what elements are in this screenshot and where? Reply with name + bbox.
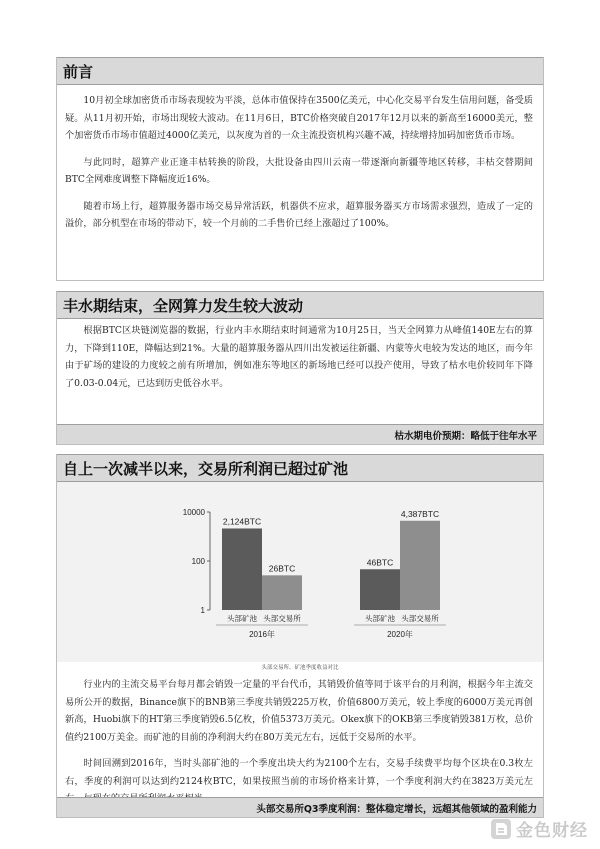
x-group-label: 2020年: [387, 630, 413, 639]
paragraph: 随着市场上行，超算服务器市场交易异常活跃，机器供不应求，超算服务器买方市场需求强烈，造成了一定的溢价，部分机型在市场的带动下，较一个月前的二手售价已经上涨超过了100%。: [65, 200, 533, 229]
x-category-label: 头部交易所: [401, 614, 439, 623]
paragraph: 10月初全球加密货币市场表现较为平淡，总体市值保持在3500亿美元，中心化交易平台发生信用问题，备受质疑。从11月初开始，市场出现较大波动。在11月6日，BTC价格突破自2017年12月以来的新高至16000美元，整个加密货币市场市值超过4000亿美元，以灰度为首的一众主流投资机构兴趣不减，持续增持加码加密货币市场。: [65, 95, 533, 141]
section-hashrate: [56, 291, 544, 445]
paragraph: 根据BTC区块链浏览器的数据，行业内丰水期结束时间通常为10月25日，当天全网算力从峰值140E左右的算力，下降到110E，降幅达到21%。大量的超算服务器从四川出发被运往新疆、内蒙等火电较为发达的地区，而今年由于矿场的建设的力度较之前有所增加，例如准东等地区的新场地已经可以投产使用，导致了枯水电价较同年下降了0.03-0.04元，已达到历史低谷水平。: [65, 325, 533, 389]
bar-value-label: 2,124BTC: [222, 516, 262, 527]
paragraph: 与此同时，超算产业正逢丰枯转换的阶段，大批设备由四川云南一带逐渐向新疆等地区转移，丰枯交替期间BTC全网难度调整下降幅度近16%。: [65, 156, 533, 185]
section-profit: [56, 454, 544, 818]
bar: [222, 528, 262, 610]
brand-mark-icon: [490, 818, 512, 840]
brand-logo-text: 金色财经: [516, 821, 588, 841]
y-tick-label: 10000: [182, 508, 205, 517]
bar: [400, 521, 440, 610]
paragraph: 时间回溯到2016年，当时头部矿池的一个季度出块大约为2100个左右，交易手续费平均每个区块在0.3枚左右，季度的利润可以达到约2124枚BTC，如果按照当前的市场价格来计算，一个季度利润大约在3823万美元左: [65, 758, 533, 787]
bar: [262, 575, 302, 610]
section-footer: 头部交易所Q3季度利润：整体稳定增长，远超其他领域的盈利能力: [57, 797, 543, 817]
bar-value-label: 4,387BTC: [400, 508, 440, 519]
x-category-label: 头部矿池: [365, 614, 395, 623]
bar-value-label: 26BTC: [268, 563, 296, 574]
section-footer: 枯水期电价预期：略低于往年水平: [57, 424, 543, 444]
x-group-label: 2016年: [249, 630, 275, 639]
x-category-label: 头部交易所: [263, 614, 301, 623]
section-title: 自上一次减半以来，交易所利润已超过矿池: [57, 454, 543, 482]
x-category-label: 头部矿池: [227, 614, 257, 623]
bar: [360, 569, 400, 610]
chart-area: [57, 482, 543, 662]
section-preface: [56, 57, 544, 281]
brand-logo: [490, 816, 588, 841]
y-tick-label: 1: [200, 606, 205, 615]
section-title: 丰水期结束，全网算力发生较大波动: [57, 291, 543, 319]
y-tick-label: 100: [191, 557, 205, 566]
section-title: 前言: [57, 57, 543, 85]
bar-chart: [57, 482, 545, 650]
bar-value-label: 46BTC: [366, 557, 394, 568]
paragraph: 行业内的主流交易平台每月都会销毁一定量的平台代币，其销毁价值等同于该平台的月利润，根据今年主流交易所公开的数据，Binance旗下的BNB第三季度共销毁225万枚，价值6800万美元，较上季度的6000万美元再创新高，Huobi旗下的HT第三季度销毁6.5亿枚，价值5373万美元。Okex旗下的OKB第三季度销毁381万枚，总价值约2100万美金。而矿池的目前的净利润大约在80万美元左右，远低于交易所的水平。: [65, 679, 533, 743]
chart-caption: 头部交易所、矿池季度收益对比: [261, 665, 339, 671]
